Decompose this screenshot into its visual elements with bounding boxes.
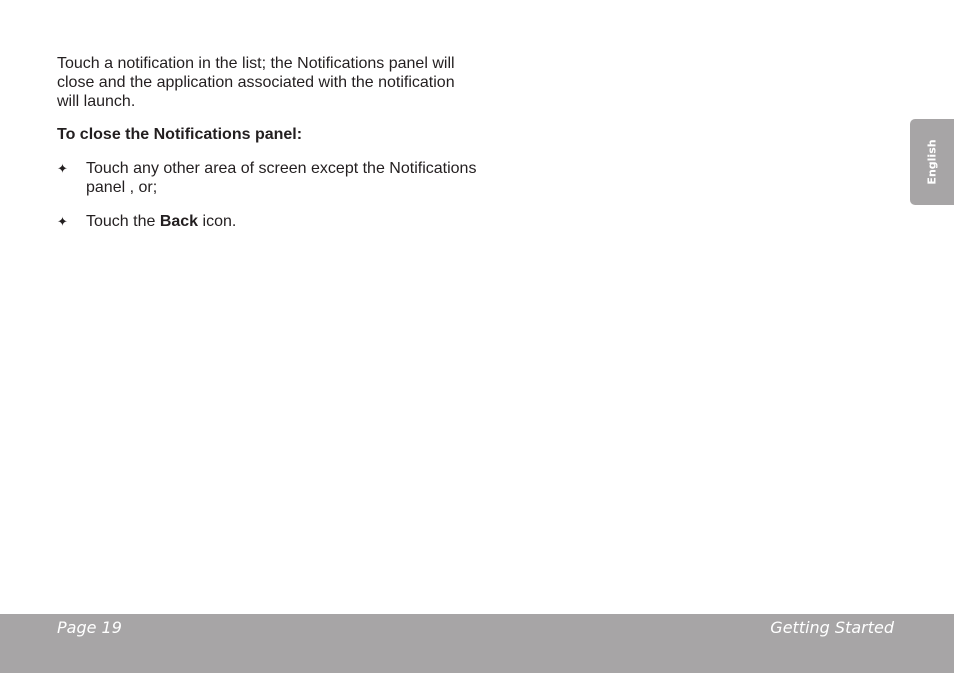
star-bullet-icon: ✦ — [57, 214, 68, 229]
bullet-text: Touch any other area of screen except the Notifications panel , or; — [86, 160, 477, 196]
section-title: Getting Started — [770, 618, 894, 637]
bullet-text-prefix: Touch the — [86, 213, 160, 230]
bullet-text — [86, 213, 236, 230]
section-heading: To close the Notifications panel: — [57, 126, 303, 143]
bullet-item — [57, 159, 477, 197]
bullet-text-suffix: icon. — [198, 213, 237, 230]
page-number: Page 19 — [57, 618, 122, 637]
page-content — [57, 54, 477, 246]
star-bullet-icon: ✦ — [57, 161, 68, 176]
language-tab — [910, 119, 954, 205]
language-tab-label: English — [925, 139, 939, 185]
back-keyword: Back — [159, 213, 199, 230]
page-footer — [0, 614, 954, 673]
intro-paragraph: Touch a notification in the list; the Notifications panel will close and the application associated with the notification will launch. — [57, 55, 455, 110]
bullet-item — [57, 212, 477, 231]
